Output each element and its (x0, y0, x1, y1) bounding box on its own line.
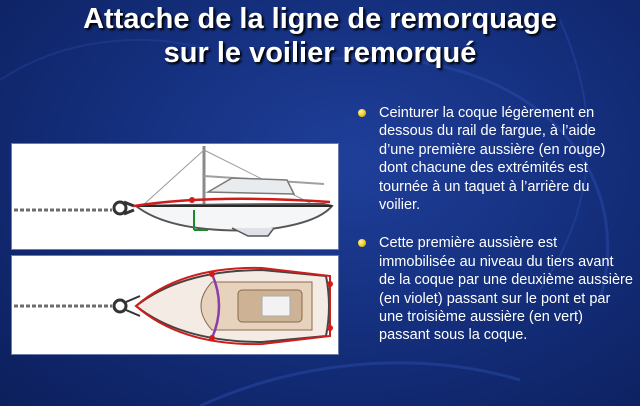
bullet-list (357, 104, 633, 365)
bullet-dot-icon (358, 109, 366, 117)
bullet-text-2: Cette première aussière est immobilisée au niveau du tiers avant de la coque par une deuxième aussière (en violet) passant sur le pont et par une troisième aussière (en vert) passant sous la coque. (379, 235, 633, 344)
towed-sailboat-top-view-icon (12, 256, 338, 354)
bullet-dot-icon (358, 239, 366, 247)
bullet-item-2 (357, 234, 633, 344)
slide-title (0, 2, 640, 70)
bullet-text-1: Ceinturer la coque légèrement en dessous du rail de fargue, à l’aide d’une première aussière (en rouge) dont chacune des extrémités est tournée à un taquet à l’arrière du voilier. (379, 105, 606, 214)
side-view-diagram (11, 143, 339, 250)
top-view-diagram (11, 255, 339, 355)
title-line-2: sur le voilier remorqué (163, 37, 477, 69)
bullet-item-1 (357, 104, 633, 214)
towed-sailboat-side-view-icon (12, 144, 338, 249)
title-line-1: Attache de la ligne de remorquage (83, 3, 557, 35)
